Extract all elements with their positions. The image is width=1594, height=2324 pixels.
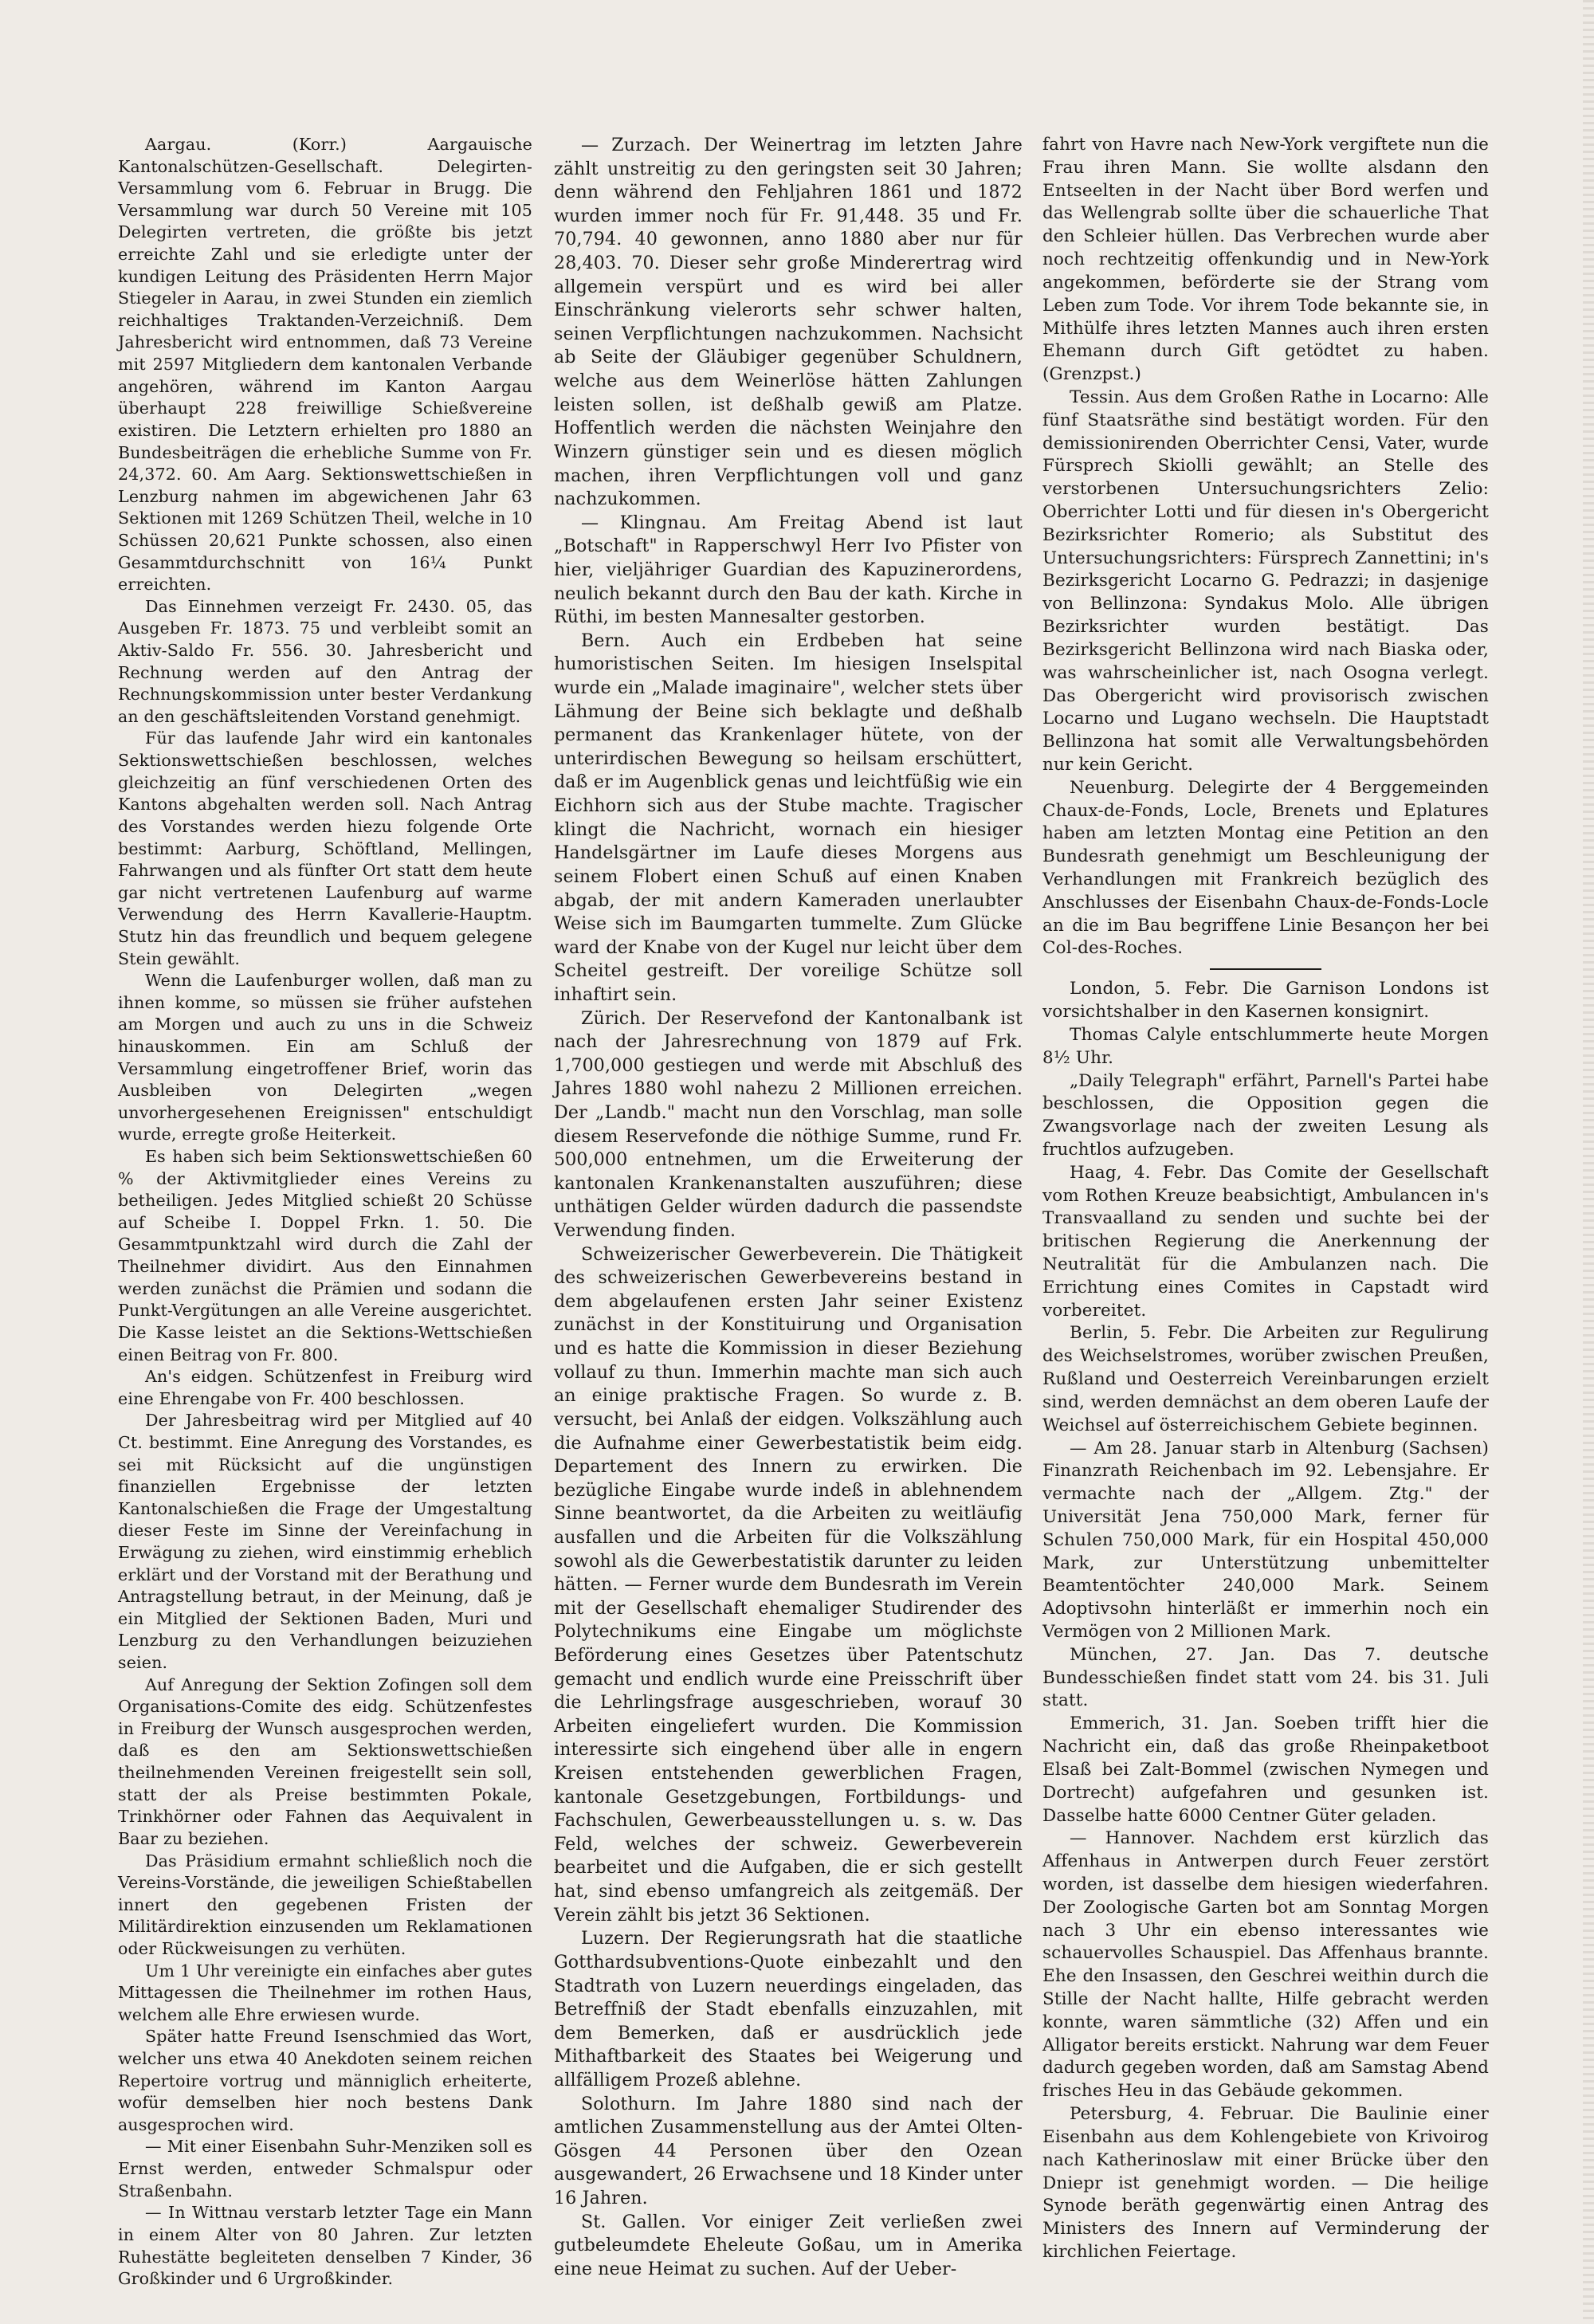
article-st-gallen: St. Gallen. Vor einiger Zeit verließen zwei gutbeleumdete Eheleute Goßau, um in Amerika eine neue Heimat zu suchen. Auf der Ueber- [554, 2211, 1023, 2279]
article-st-gallen-continued: fahrt von Havre nach New-York vergiftete nun die Frau ihren Mann. Sie wollte alsdann den Entseelten in der Nacht über Bord werfen und das Wellengrab sollte über die schauerliche That den Schleier hüllen. Das Verbrechen wurde aber noch rechtzeitig offenkundig und in New-York angekommen, beförderte sie der Strang vom Leben zum Tode. Vor ihrem Tode bekannte sie, in Mithülfe ihres letzten Mannes auch ihren ersten Ehemann durch Gift getödtet zu haben. (Grenzpst.) [1042, 135, 1489, 385]
article-haag: Haag, 4. Febr. Das Comite der Gesellschaft vom Rothen Kreuze beabsichtigt, Ambulancen in's Transvaalland zu senden und suchte bei der britischen Regierung die Anerkennung der Neutralität für die Ambulanzen nach. Die Errichtung eines Comites in Capstadt wird vorbereitet. [1042, 1162, 1489, 1321]
paragraph: Um 1 Uhr vereinigte ein einfaches aber gutes Mittagessen die Theilnehmer im rothen Haus, welchem alle Ehre erwiesen wurde. [118, 1961, 532, 2024]
paragraph: Wenn die Laufenburger wollen, daß man zu ihnen komme, so müssen sie früher aufstehen am Morgen und auch zu uns in die Schweiz hinauskommen. Ein am Schluß der Versammlung eingetroffener Brief, worin das Ausbleiben von Delegirten „wegen unvorhergesehenen Ereignissen" entschuldigt wurde, erregte große Heiterkeit. [118, 971, 532, 1144]
article-suhr-menziken: — Mit einer Eisenbahn Suhr-Menziken soll es Ernst werden, entweder Schmalspur oder Straßenbahn. [118, 2137, 532, 2200]
article-solothurn: Solothurn. Im Jahre 1880 sind nach der amtlichen Zusammenstellung aus der Amtei Olten-Gösgen 44 Personen über den Ozean ausgewandert, 26 Erwachsene und 18 Kinder unter 16 Jahren. [554, 2093, 1023, 2209]
article-hannover: — Hannover. Nachdem erst kürzlich das Affenhaus in Antwerpen durch Feuer zerstört worden, ist dasselbe dem hiesigen wiederfahren. Der Zoologische Garten bot am Sonntag Morgen nach 3 Uhr ein ebenso interessantes wie schauervolles Schauspiel. Das Affenhaus brannte. Ehe den Insassen, den Geschrei weithin durch die Stille der Nacht hallte, Hilfe gebracht werden konnte, waren sämmtliche (32) Affen und ein Alligator bereits erstickt. Nahrung war dem Feuer dadurch gegeben worden, daß am Samstag Abend frisches Heu in das Gebäude gekommen. [1042, 1828, 1489, 2102]
section-divider [1210, 968, 1321, 970]
article-wittnau: — In Wittnau verstarb letzter Tage ein Mann in einem Alter von 80 Jahren. Zur letzten Ruhestätte begleiteten denselben 7 Kinder, 36 Großkinder und 6 Urgroßkinder. [118, 2203, 532, 2289]
article-carlyle: Thomas Calyle entschlummerte heute Morgen 8½ Uhr. [1042, 1024, 1489, 1068]
paragraph: Für das laufende Jahr wird ein kantonales Sektionswettschießen beschlossen, welches gleichzeitig an fünf verschiedenen Orten des Kantons abgehalten werden soll. Nach Antrag des Vorstandes werden hiezu folgende Orte bestimmt: Aarburg, Schöftland, Mellingen, Fahrwangen und als fünfter Ort statt dem heute gar nicht vertretenen Laufenburg auf warme Verwendung des Herrn Kavallerie-Hauptm. Stutz hin das freundlich und bequem gelegene Stein gewählt. [118, 728, 532, 968]
article-zuerich: Zürich. Der Reservefond der Kantonalbank ist nach der Jahresrechnung von 1879 auf Frk. 1,700,000 gestiegen und werde mit Abschluß des Jahres 1880 wohl nahezu 2 Millionen erreichen. Der „Landb." macht nun den Vorschlag, man solle diesem Reservefonde die nöthige Summe, rund Fr. 500,000 entnehmen, um die Erweiterung der kantonalen Krankenanstalten auszuführen; diese unthätigen Gelder würden dadurch die passendste Verwendung finden. [554, 1007, 1023, 1242]
article-klingnau: — Klingnau. Am Freitag Abend ist laut „Botschaft" in Rapperschwyl Herr Ivo Pfister von hier, vieljähriger Guardian des Kapuzinerordens, neulich bekannt durch den Bau der kath. Kirche in Rüthi, im besten Mannesalter gestorben. [554, 512, 1023, 628]
article-petersburg: Petersburg, 4. Februar. Die Baulinie einer Eisenbahn aus dem Kohlengebiete von Krivoirog nach Katherinoslaw mit einer Brücke über den Dniepr ist genehmigt worden. — Die heilige Synode beräth gegenwärtig einen Antrag des Ministers des Innern auf Verminderung der kirchlichen Feiertage. [1042, 2104, 1489, 2262]
paragraph: Der Jahresbeitrag wird per Mitglied auf 40 Ct. bestimmt. Eine Anregung des Vorstandes, es sei mit Rücksicht auf die ungünstigen finanziellen Ergebnisse der letzten Kantonalschießen die Frage der Umgestaltung dieser Feste im Sinne der Vereinfachung in Erwägung zu ziehen, wird einstimmig erheblich erklärt und der Vorstand mit der Berathung und Antragstellung betraut, in der Meinung, daß je ein Mitglied der Sektionen Baden, Muri und Lenzburg zu den Verhandlungen beizuziehen seien. [118, 1411, 532, 1673]
article-altenburg: — Am 28. Januar starb in Altenburg (Sachsen) Finanzrath Reichenbach im 92. Lebensjahre. Er vermachte nach der „Allgem. Ztg." der Universität Jena 750,000 Mark, ferner für Schulen 750,000 Mark, für ein Hospital 450,000 Mark, zur Unterstützung unbemittelter Beamtentöchter 240,000 Mark. Seinem Adoptivsohn hinterläßt er immerhin noch ein Vermögen von 2 Millionen Mark. [1042, 1438, 1489, 1642]
article-daily-telegraph: „Daily Telegraph" erfährt, Parnell's Partei habe beschlossen, die Opposition gegen die Zwangsvorlage nach der zweiten Lesung als fruchtlos aufzugeben. [1042, 1070, 1489, 1160]
article-zurzach: — Zurzach. Der Weinertrag im letzten Jahre zählt unstreitig zu den geringsten seit 30 Jahren; denn während den Fehljahren 1861 und 1872 wurden immer noch für Fr. 91,448. 35 und Fr. 70,794. 40 gewonnen, anno 1880 aber nur für 28,403. 70. Dieser sehr große Minderertrag wird allgemein verspürt und es wird bei aller Einschränkung vielerorts sehr schwer halten, seinen Verpflichtungen nachzukommen. Nachsicht ab Seite der Gläubiger gegenüber Schuldnern, welche aus dem Weinerlöse hätten Zahlungen leisten sollen, ist deßhalb gewiß am Platze. Hoffentlich werden die nächsten Weinjahre den Winzern günstiger sein und es diesen möglich machen, ihren Verpflichtungen voll und ganz nachzukommen. [554, 135, 1023, 510]
article-aargau-delegates: Aargau. (Korr.) Aargauische Kantonalschützen-Gesellschaft. Delegirten-Versammlung vom 6. Februar in Brugg. Die Versammlung war durch 50 Vereine mit 105 Delegirten vertreten, die größte bis jetzt erreichte Zahl und sie erledigte unter der kundigen Leitung des Präsidenten Herrn Major Stiegeler in Aarau, in zwei Stunden ein ziemlich reichhaltiges Traktanden-Verzeichniß. Dem Jahresbericht wird entnommen, daß 73 Vereine mit 2597 Mitgliedern dem kantonalen Verbande angehören, während im Kanton Aargau überhaupt 228 freiwillige Schießvereine existiren. Die Letztern erhielten pro 1880 an Bundesbeiträgen die erhebliche Summe von Fr. 24,372. 60. Am Aarg. Sektionswettschießen in Lenzburg nahmen im abgewichenen Jahr 63 Sektionen mit 1269 Schützen Theil, welche in 10 Schüssen 20,621 Punkte schossen, also einen Gesammtdurchschnitt von 16¼ Punkt erreichten. [118, 135, 532, 595]
article-london: London, 5. Febr. Die Garnison Londons ist vorsichtshalber in den Kasernen konsignirt. [1042, 979, 1489, 1023]
article-emmerich: Emmerich, 31. Jan. Soeben trifft hier die Nachricht ein, daß das große Rheinpaketboot Elsaß bei Zalt-Bommel (zwischen Nymegen und Dortrecht) aufgefahren und gesunken ist. Dasselbe hatte 6000 Centner Güter geladen. [1042, 1714, 1489, 1826]
article-muenchen: München, 27. Jan. Das 7. deutsche Bundesschießen findet statt vom 24. bis 31. Juli statt. [1042, 1644, 1489, 1711]
article-bern: Bern. Auch ein Erdbeben hat seine humoristischen Seiten. Im hiesigen Inselspital wurde ein „Malade imaginaire", welcher stets über Lähmung der Beine sich beklagte und deßhalb permanent das Krankenlager hütete, von der unterirdischen Bewegung so heilsam erschüttert, daß er im Augenblick genas und leichtfüßig wie ein Eichhorn sich aus der Stube machte. Tragischer klingt die Nachricht, wornach ein hiesiger Handelsgärtner im Laufe dieses Morgens aus seinem Flobert einen Schuß auf einen Knaben abgab, der mit andern Kameraden unerlaubter Weise sich im Baumgarten tummelte. Zum Glücke ward der Knabe von der Kugel nur leicht über dem Scheitel gestreift. Der voreilige Schütze soll inhaftirt sein. [554, 630, 1023, 1005]
paragraph: Später hatte Freund Isenschmied das Wort, welcher uns etwa 40 Anekdoten seinem reichen Repertoire vortrug und männiglich erheiterte, wofür demselben hier noch bestens Dank ausgesprochen wird. [118, 2027, 532, 2134]
paragraph: Es haben sich beim Sektionswettschießen 60 % der Aktivmitglieder eines Vereins zu betheiligen. Jedes Mitglied schießt 20 Schüsse auf Scheibe I. Doppel Frkn. 1. 50. Die Gesammtpunktzahl wird durch die Zahl der Theilnehmer dividirt. Aus den Einnahmen werden zunächst die Prämien und sodann die Punkt-Vergütungen an alle Vereine ausgerichtet. Die Kasse leistet an die Sektions-Wettschießen einen Beitrag von Fr. 800. [118, 1147, 532, 1364]
column-left [118, 134, 532, 2291]
paragraph: Das Einnehmen verzeigt Fr. 2430. 05, das Ausgeben Fr. 1873. 75 und verbleibt somit an Aktiv-Saldo Fr. 556. 30. Jahresbericht und Rechnung werden auf den Antrag der Rechnungskommission unter bester Verdankung an den geschäftsleitenden Vorstand genehmigt. [118, 596, 532, 726]
article-gewerbeverein: Schweizerischer Gewerbeverein. Die Thätigkeit des schweizerischen Gewerbevereins bestand in dem abgelaufenen ersten Jahr seiner Existenz zunächst in der Konstituirung und Organisation und es hatte die Kommission in dieser Beziehung vollauf zu thun. Immerhin machte man sich auch an einige praktische Fragen. So wurde z. B. versucht, bei Anlaß der eidgen. Volkszählung auch die Aufnahme einer Gewerbestatistik beim eidg. Departement des Innern zu erwirken. Die bezügliche Eingabe wurde indeß in ablehnendem Sinne beantwortet, da die Arbeiten zu weitläufig ausfallen und die Arbeiten für die Volkszählung sowohl als die Gewerbestatistik darunter zu leiden hätten. — Ferner wurde dem Bundesrath im Verein mit der Gesellschaft ehemaliger Studirender des Polytechnikums eine Eingabe um möglichste Beförderung eines Gesetzes über Patentschutz gemacht und endlich wurde eine Preisschrift über die Lehrlingsfrage ausgeschrieben, worauf 30 Arbeiten eingeliefert wurden. Die Kommission interessirte sich eingehend über alle in engern Kreisen entstehenden gewerblichen Fragen, kantonale Gesetzgebungen, Fortbildungs- und Fachschulen, Gewerbeausstellungen u. s. w. Das Feld, welches der schweiz. Gewerbeverein bearbeitet und die Aufgaben, die er sich gestellt hat, sind ebenso umfangreich als zeitgemäß. Der Verein zählt bis jetzt 36 Sektionen. [554, 1243, 1023, 1926]
article-neuenburg: Neuenburg. Delegirte der 4 Berggemeinden Chaux-de-Fonds, Locle, Brenets und Eplatures haben am letzten Montag eine Petition an den Bundesrath genehmigt um Beschleunigung der Verhandlungen mit Frankreich bezüglich des Anschlusses der Eisenbahn Chaux-de-Fonds-Locle an die im Bau begriffene Linie Besançon her bei Col-des-Roches. [1042, 777, 1489, 959]
page-edge [1583, 0, 1594, 2324]
article-luzern: Luzern. Der Regierungsrath hat die staatliche Gotthardsubventions-Quote einbezahlt und den Stadtrath von Luzern neuerdings eingeladen, das Betreffniß der Stadt ebenfalls einzuzahlen, mit dem Bemerken, daß er ausdrücklich jede Mithaftbarkeit des Staates bei Weigerung und allfälligem Prozeß ablehne. [554, 1928, 1023, 2090]
paragraph: Auf Anregung der Sektion Zofingen soll dem Organisations-Comite des eidg. Schützenfestes in Freiburg der Wunsch ausgesprochen werden, daß es den am Sektionswettschießen theilnehmenden Vereinen freigestellt sein soll, statt der als Preise bestimmten Pokale, Trinkhörner oder Fahnen das Aequivalent in Baar zu beziehen. [118, 1674, 532, 1848]
paragraph: Das Präsidium ermahnt schließlich noch die Vereins-Vorstände, die jeweiligen Schießtabellen innert den gegebenen Fristen der Militärdirektion einzusenden um Reklamationen oder Rückweisungen zu verhüten. [118, 1851, 532, 1958]
article-tessin: Tessin. Aus dem Großen Rathe in Locarno: Alle fünf Staatsräthe sind bestätigt worden. Für den demissionirenden Oberrichter Censi, Vater, wurde Fürsprech Skiolli gewählt; an Stelle des verstorbenen Untersuchungsrichters Zelio: Oberrichter Lotti und für diesen in's Obergericht Bezirksrichter Romerio; als Substitut des Untersuchungsrichters: Fürsprech Zannettini; in's Bezirksgericht Locarno G. Pedrazzi; in dasjenige von Bellinzona: Syndakus Molo. Alle übrigen Bezirksrichter wurden bestätigt. Das Bezirksgericht Bellinzona wird nach Biaska oder, was wahrscheinlicher ist, nach Osogna verlegt. Das Obergericht wird provisorisch zwischen Locarno und Lugano wechseln. Die Hauptstadt Bellinzona hat somit alle Verwaltungsbehörden nur kein Gericht. [1042, 387, 1489, 775]
article-berlin: Berlin, 5. Febr. Die Arbeiten zur Regulirung des Weichselstromes, worüber zwischen Preußen, Rußland und Oesterreich Vereinbarungen erzielt sind, werden demnächst an dem oberen Laufe der Weichsel auf österreichischem Gebiete beginnen. [1042, 1323, 1489, 1435]
paragraph: An's eidgen. Schützenfest in Freiburg wird eine Ehrengabe von Fr. 400 beschlossen. [118, 1367, 532, 1408]
column-right [1042, 134, 1489, 2264]
column-middle [554, 134, 1023, 2281]
